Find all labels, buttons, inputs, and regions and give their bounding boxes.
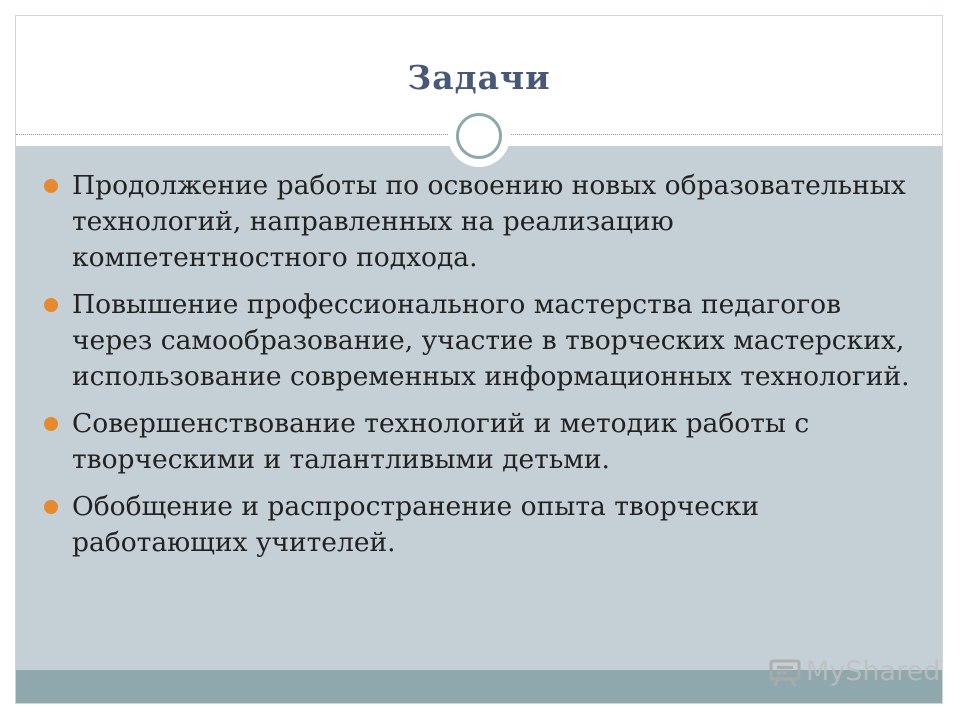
bullet-list	[44, 168, 924, 572]
slide-title: Задачи	[407, 58, 551, 97]
list-item	[44, 406, 924, 478]
bullet-text: Совершенствование технологий и методик работы с творческими и талантливыми детьми.	[72, 408, 810, 475]
bullet-text: Обобщение и распространение опыта творчески работающих учителей.	[72, 491, 760, 558]
list-item	[44, 287, 924, 395]
bullet-icon	[44, 500, 58, 514]
presentation-screen-icon	[768, 657, 802, 687]
list-item	[44, 168, 924, 276]
bullet-text: Продолжение работы по освоению новых образовательных технологий, направленных на реализацию компетентностного подхода.	[72, 170, 906, 273]
bullet-text: Повышение профессионального мастерства педагогов через самообразование, участие в творческих мастерских, использование современных информационных технологий.	[72, 289, 910, 392]
bullet-icon	[44, 298, 58, 312]
bullet-icon	[44, 417, 58, 431]
list-item	[44, 489, 924, 561]
watermark	[768, 656, 940, 687]
watermark-text: MyShared	[806, 656, 941, 687]
bullet-icon	[44, 179, 58, 193]
ring-inner	[456, 113, 502, 159]
